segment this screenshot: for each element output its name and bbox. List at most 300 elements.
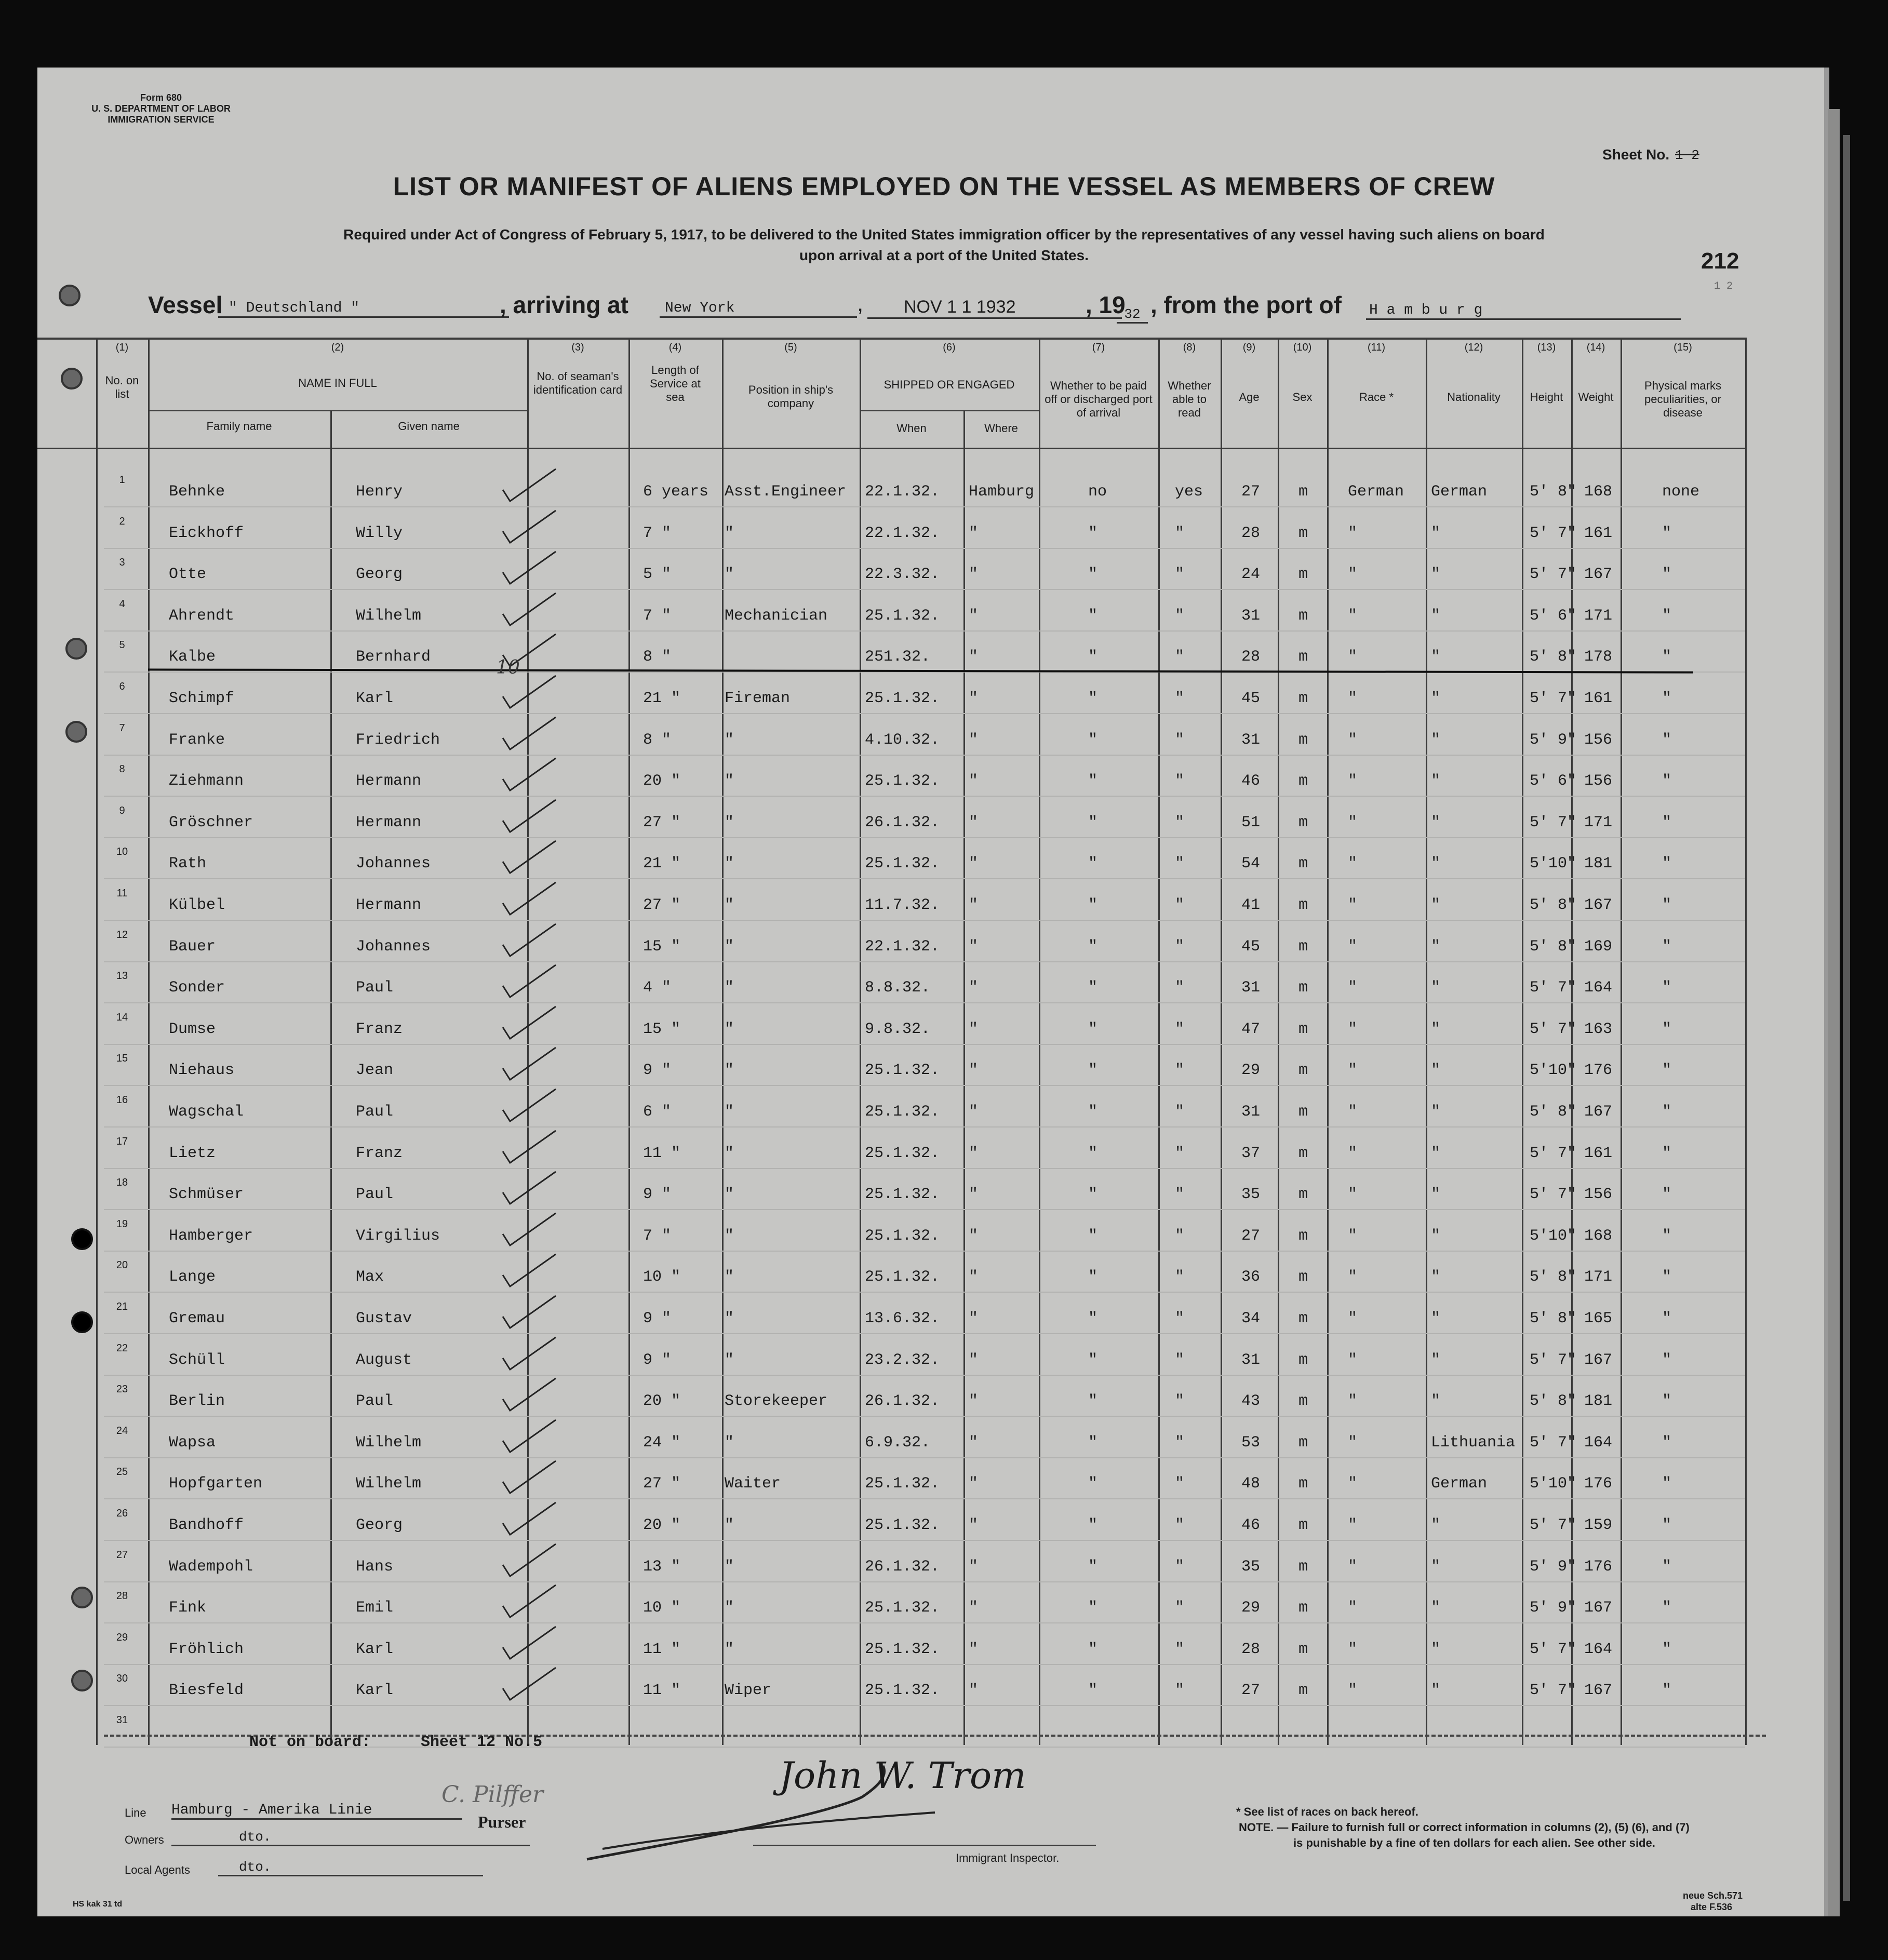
row-rule — [104, 1498, 1745, 1499]
nationality-cell: " — [1431, 1062, 1441, 1080]
sex-cell: m — [1298, 1351, 1308, 1369]
given-name-cell: Gustav — [356, 1310, 412, 1327]
shipped-when-cell: 25.1.32. — [865, 772, 940, 790]
shipped-where-cell: " — [969, 566, 979, 584]
check-mark-icon — [499, 961, 561, 1002]
date-stamp: NOV 1 1 1932 — [867, 297, 1122, 319]
position-cell: " — [725, 855, 734, 873]
nationality-cell: " — [1431, 690, 1441, 707]
row-rule — [104, 1168, 1745, 1169]
check-mark-icon — [499, 837, 561, 878]
position-cell: " — [725, 1186, 734, 1204]
weight-cell: 171 — [1584, 1268, 1613, 1286]
family-name-cell: Kalbe — [169, 648, 216, 666]
check-mark-icon — [499, 1043, 561, 1085]
arriving-label: , arriving at — [500, 291, 628, 318]
check-mark-icon — [499, 465, 561, 506]
nationality-cell: " — [1431, 1310, 1441, 1327]
form-number: Form 680 — [140, 92, 182, 103]
service-length-cell: 11 " — [643, 1682, 681, 1700]
paid-off-cell: " — [1088, 566, 1098, 584]
row-number: 31 — [116, 1714, 128, 1726]
paid-off-cell: " — [1088, 1599, 1098, 1617]
line-label: Line — [125, 1806, 146, 1819]
age-cell: 27 — [1241, 1227, 1261, 1245]
height-cell: 5' 7" — [1530, 1144, 1577, 1162]
sex-cell: m — [1298, 896, 1308, 914]
shipped-when-cell: 25.1.32. — [865, 1062, 940, 1080]
given-name-cell: Johannes — [356, 937, 431, 956]
binder-hole — [59, 285, 81, 306]
age-cell: 46 — [1241, 1516, 1261, 1534]
given-name-cell: Virgilius — [356, 1227, 440, 1245]
shipped-where-cell: " — [969, 648, 979, 666]
shipped-when-cell: 25.1.32. — [865, 1268, 940, 1286]
position-cell: " — [725, 1062, 734, 1080]
inspector-signature-line — [753, 1845, 1096, 1846]
service-length-cell: 11 " — [643, 1144, 681, 1162]
row-number: 12 — [116, 929, 128, 941]
physical-marks-cell: " — [1662, 1392, 1672, 1411]
department-name: U. S. DEPARTMENT OF LABOR — [91, 103, 231, 114]
family-name-cell: Lange — [169, 1268, 216, 1286]
race-cell: " — [1348, 1599, 1358, 1617]
physical-marks-cell: " — [1662, 607, 1672, 625]
row-rule — [104, 1209, 1745, 1210]
physical-marks-cell: " — [1662, 1227, 1672, 1245]
row-rule — [104, 1375, 1745, 1376]
owners-value: dto. — [171, 1829, 530, 1846]
row-number: 13 — [116, 970, 128, 982]
table-top-rule — [37, 338, 1746, 340]
able-read-cell: " — [1175, 1516, 1185, 1534]
sex-cell: m — [1298, 937, 1308, 956]
physical-marks-cell: " — [1662, 1186, 1672, 1204]
physical-marks-cell: " — [1662, 1599, 1672, 1617]
shipped-where-cell: " — [969, 524, 979, 542]
shipped-where-cell: " — [969, 979, 979, 997]
family-name-cell: Külbel — [169, 896, 225, 914]
given-name-cell: Emil — [356, 1599, 394, 1617]
nationality-cell: " — [1431, 566, 1441, 584]
position-cell: " — [725, 524, 734, 542]
row-rule — [104, 630, 1745, 632]
service-length-cell: 8 " — [643, 731, 672, 749]
row-number: 18 — [116, 1177, 128, 1189]
nationality-cell: " — [1431, 1558, 1441, 1576]
age-cell: 31 — [1241, 731, 1261, 749]
shipped-where-cell: " — [969, 1103, 979, 1121]
race-cell: " — [1348, 1020, 1358, 1038]
row-number: 27 — [116, 1549, 128, 1561]
weight-cell: 156 — [1584, 1186, 1613, 1204]
sex-cell: m — [1298, 648, 1308, 666]
shipped-when-cell: 26.1.32. — [865, 1558, 940, 1576]
year-label: , 19 — [1086, 291, 1126, 318]
nationality-cell: " — [1431, 731, 1441, 749]
shipped-when-cell: 22.1.32. — [865, 483, 940, 501]
shipped-when-cell: 25.1.32. — [865, 1682, 940, 1700]
able-read-cell: " — [1175, 1682, 1185, 1700]
shipped-where-cell: " — [969, 1062, 979, 1080]
able-read-cell: " — [1175, 1392, 1185, 1411]
header-name-in-full: NAME IN FULL — [298, 377, 377, 390]
service-name: IMMIGRATION SERVICE — [108, 114, 215, 125]
check-mark-icon — [499, 878, 561, 920]
height-cell: 5' 8" — [1530, 1310, 1577, 1327]
family-name-cell: Otte — [169, 566, 207, 584]
paid-off-cell: " — [1088, 1516, 1098, 1534]
physical-marks-cell: " — [1662, 524, 1672, 542]
family-name-cell: Ahrendt — [169, 607, 235, 625]
given-name-cell: Johannes — [356, 855, 431, 873]
weight-cell: 171 — [1584, 813, 1613, 831]
row-rule — [104, 796, 1745, 797]
physical-marks-cell: " — [1662, 1351, 1672, 1369]
service-length-cell: 4 " — [643, 979, 672, 997]
row-rule — [104, 1622, 1745, 1623]
service-length-cell: 5 " — [643, 566, 672, 584]
age-cell: 47 — [1241, 1020, 1261, 1038]
race-cell: " — [1348, 979, 1358, 997]
shipped-when-cell: 25.1.32. — [865, 1516, 940, 1534]
service-length-cell: 7 " — [643, 524, 672, 542]
check-mark-icon — [499, 1581, 561, 1622]
height-cell: 5' 8" — [1530, 648, 1577, 666]
header-family-name: Family name — [206, 420, 272, 433]
not-on-board-label: Not on board: — [249, 1734, 371, 1751]
sex-cell: m — [1298, 1475, 1308, 1493]
check-mark-icon — [499, 1209, 561, 1251]
paid-off-cell: " — [1088, 690, 1098, 707]
height-cell: 5' 7" — [1530, 690, 1577, 707]
service-length-cell: 27 " — [643, 896, 681, 914]
position-cell: " — [725, 1516, 734, 1534]
header-shipped-engaged: SHIPPED OR ENGAGED — [883, 378, 1015, 391]
able-read-cell: " — [1175, 1351, 1185, 1369]
shipped-when-cell: 11.7.32. — [865, 896, 940, 914]
nationality-cell: " — [1431, 896, 1441, 914]
height-cell: 5' 8" — [1530, 483, 1577, 501]
header-length-service: Length of Service at sea — [650, 364, 701, 404]
able-read-cell: " — [1175, 1144, 1185, 1162]
family-name-cell: Biesfeld — [169, 1682, 244, 1700]
vessel-label: Vessel — [148, 291, 223, 318]
sheet-number: 1 2 — [1675, 147, 1699, 163]
line-value: Hamburg - Amerika Linie — [171, 1802, 462, 1820]
position-cell: " — [725, 1351, 734, 1369]
nationality-cell: " — [1431, 1227, 1441, 1245]
header-height: Height — [1530, 391, 1563, 404]
column-number: (1) — [115, 342, 129, 353]
position-cell: " — [725, 566, 734, 584]
binder-hole — [71, 1587, 93, 1608]
position-cell: " — [725, 1433, 734, 1452]
header-sex: Sex — [1292, 391, 1313, 404]
given-name-cell: Max — [356, 1268, 384, 1286]
requirement-line: Required under Act of Congress of February 5, 1917, to be delivered to the United States immigration officer by the representatives of any vessel having such aliens on board — [343, 226, 1545, 243]
shipped-when-cell: 22.3.32. — [865, 566, 940, 584]
age-cell: 27 — [1241, 1682, 1261, 1700]
inspector-label: Immigrant Inspector. — [956, 1851, 1060, 1864]
shipped-when-cell: 25.1.32. — [865, 1227, 940, 1245]
paid-off-cell: " — [1088, 1640, 1098, 1658]
weight-cell: 167 — [1584, 896, 1613, 914]
shipped-subheader-rule — [860, 410, 1039, 411]
row-rule — [104, 713, 1745, 714]
service-length-cell: 6 years — [643, 483, 709, 501]
physical-marks-cell: " — [1662, 813, 1672, 831]
row-number: 6 — [119, 681, 125, 692]
column-number: (12) — [1464, 342, 1483, 353]
nationality-cell: " — [1431, 1682, 1441, 1700]
row-rule — [104, 548, 1745, 549]
header-age: Age — [1239, 391, 1260, 404]
sex-cell: m — [1298, 1516, 1308, 1534]
arrival-port: New York — [660, 300, 857, 318]
shipped-where-cell: " — [969, 813, 979, 831]
weight-cell: 161 — [1584, 1144, 1613, 1162]
row-number: 20 — [116, 1259, 128, 1271]
shipped-when-cell: 25.1.32. — [865, 1475, 940, 1493]
family-name-cell: Sonder — [169, 979, 225, 997]
header-where: Where — [984, 422, 1018, 435]
nationality-cell: " — [1431, 1186, 1441, 1204]
height-cell: 5' 8" — [1530, 937, 1577, 956]
check-mark-icon — [499, 1167, 561, 1209]
weight-cell: 167 — [1584, 566, 1613, 584]
column-number: (3) — [571, 342, 584, 353]
sex-cell: m — [1298, 566, 1308, 584]
age-cell: 28 — [1241, 1640, 1261, 1658]
weight-cell: 176 — [1584, 1062, 1613, 1080]
able-read-cell: " — [1175, 813, 1185, 831]
shipped-where-cell: " — [969, 1599, 979, 1617]
sex-cell: m — [1298, 731, 1308, 749]
check-mark-icon — [499, 1333, 561, 1375]
shipped-when-cell: 26.1.32. — [865, 813, 940, 831]
service-length-cell: 8 " — [643, 648, 672, 666]
service-length-cell: 11 " — [643, 1640, 681, 1658]
column-rule — [96, 338, 98, 1745]
shipped-where-cell: " — [969, 1186, 979, 1204]
page-title: LIST OR MANIFEST OF ALIENS EMPLOYED ON THE VESSEL AS MEMBERS OF CREW — [393, 172, 1495, 201]
family-name-cell: Lietz — [169, 1144, 216, 1162]
header-when: When — [896, 422, 927, 435]
given-name-cell: Willy — [356, 524, 403, 542]
service-length-cell: 9 " — [643, 1310, 672, 1327]
family-name-cell: Wadempohl — [169, 1558, 253, 1576]
given-name-cell: August — [356, 1351, 412, 1369]
margin-mark: 1 2 — [1714, 280, 1733, 292]
year-value: 32 — [1117, 306, 1148, 324]
nationality-cell: " — [1431, 1103, 1441, 1121]
shipped-when-cell: 25.1.32. — [865, 1599, 940, 1617]
able-read-cell: " — [1175, 1640, 1185, 1658]
position-cell: " — [725, 772, 734, 790]
physical-marks-cell: " — [1662, 896, 1672, 914]
name-subheader-rule — [148, 410, 527, 411]
physical-marks-cell: " — [1662, 1475, 1672, 1493]
given-name-cell: Wilhelm — [356, 1433, 422, 1452]
race-cell: " — [1348, 1227, 1358, 1245]
row-number: 8 — [119, 763, 125, 775]
age-cell: 31 — [1241, 979, 1261, 997]
shipped-where-cell: Hamburg — [969, 483, 1035, 501]
sex-cell: m — [1298, 1433, 1308, 1452]
able-read-cell: " — [1175, 524, 1185, 542]
race-cell: " — [1348, 772, 1358, 790]
paid-off-cell: " — [1088, 772, 1098, 790]
handwritten-mark: 10 — [496, 657, 520, 678]
row-number: 14 — [116, 1011, 128, 1023]
check-mark-icon — [499, 547, 561, 589]
position-cell: Asst.Engineer — [725, 483, 847, 501]
column-number: (11) — [1367, 342, 1386, 353]
row-rule — [104, 1251, 1745, 1252]
shipped-when-cell: 4.10.32. — [865, 731, 940, 749]
service-length-cell: 20 " — [643, 1392, 681, 1411]
row-number: 5 — [119, 639, 125, 651]
paid-off-cell: " — [1088, 607, 1098, 625]
header-bottom-rule — [37, 448, 1746, 449]
column-number: (6) — [943, 342, 956, 353]
row-number: 28 — [116, 1590, 128, 1602]
shipped-when-cell: 8.8.32. — [865, 979, 931, 997]
paid-off-cell: " — [1088, 855, 1098, 873]
shipped-where-cell: " — [969, 690, 979, 707]
family-name-cell: Gremau — [169, 1310, 225, 1327]
row-number: 29 — [116, 1631, 128, 1643]
age-cell: 45 — [1241, 690, 1261, 707]
position-cell: " — [725, 1227, 734, 1245]
check-mark-icon — [499, 713, 561, 755]
height-cell: 5' 7" — [1530, 1682, 1577, 1700]
inspector-signature: John W. Trom — [779, 1754, 1026, 1797]
position-cell: Fireman — [725, 690, 791, 707]
sex-cell: m — [1298, 524, 1308, 542]
service-length-cell: 15 " — [643, 937, 681, 956]
row-rule — [104, 837, 1745, 838]
shipped-where-cell: " — [969, 1227, 979, 1245]
able-read-cell: " — [1175, 772, 1185, 790]
age-cell: 31 — [1241, 607, 1261, 625]
row-rule — [104, 920, 1745, 921]
family-name-cell: Hopfgarten — [169, 1475, 263, 1493]
row-rule — [104, 589, 1745, 590]
given-name-cell: Georg — [356, 1516, 403, 1534]
row-number: 10 — [116, 846, 128, 858]
race-cell: " — [1348, 1103, 1358, 1121]
physical-marks-cell: none — [1662, 483, 1700, 501]
sex-cell: m — [1298, 1227, 1308, 1245]
physical-marks-cell: " — [1662, 690, 1672, 707]
height-cell: 5' 6" — [1530, 607, 1577, 625]
row-number: 21 — [116, 1301, 128, 1312]
weight-cell: 167 — [1584, 1599, 1613, 1617]
shipped-when-cell: 25.1.32. — [865, 855, 940, 873]
age-cell: 48 — [1241, 1475, 1261, 1493]
able-read-cell: " — [1175, 1433, 1185, 1452]
column-number: (15) — [1673, 342, 1692, 353]
age-cell: 29 — [1241, 1599, 1261, 1617]
row-rule — [104, 1540, 1745, 1541]
race-cell: " — [1348, 937, 1358, 956]
sex-cell: m — [1298, 1020, 1308, 1038]
shipped-when-cell: 25.1.32. — [865, 1103, 940, 1121]
shipped-where-cell: " — [969, 607, 979, 625]
shipped-when-cell: 25.1.32. — [865, 607, 940, 625]
height-cell: 5' 8" — [1530, 896, 1577, 914]
bottom-right-code: alte F.536 — [1691, 1902, 1733, 1912]
age-cell: 34 — [1241, 1310, 1261, 1327]
nationality-cell: " — [1431, 1268, 1441, 1286]
age-cell: 41 — [1241, 896, 1261, 914]
family-name-cell: Behnke — [169, 483, 225, 501]
given-name-cell: Franz — [356, 1144, 403, 1162]
family-name-cell: Hamberger — [169, 1227, 253, 1245]
given-name-cell: Henry — [356, 483, 403, 501]
check-mark-icon — [499, 1498, 561, 1540]
given-name-cell: Paul — [356, 1392, 394, 1411]
check-mark-icon — [499, 1126, 561, 1168]
binder-hole — [65, 638, 87, 660]
height-cell: 5' 7" — [1530, 566, 1577, 584]
height-cell: 5' 8" — [1530, 1268, 1577, 1286]
row-number: 1 — [119, 474, 125, 486]
shipped-when-cell: 22.1.32. — [865, 524, 940, 542]
able-read-cell: " — [1175, 1599, 1185, 1617]
sex-cell: m — [1298, 772, 1308, 790]
shipped-when-cell: 9.8.32. — [865, 1020, 931, 1038]
family-name-cell: Fröhlich — [169, 1640, 244, 1658]
row-number: 16 — [116, 1094, 128, 1106]
vessel-name: " Deutschland " — [218, 300, 509, 318]
physical-marks-cell: " — [1662, 1062, 1672, 1080]
service-length-cell: 7 " — [643, 607, 672, 625]
race-cell: " — [1348, 1640, 1358, 1658]
service-length-cell: 10 " — [643, 1268, 681, 1286]
row-rule — [104, 1002, 1745, 1003]
sex-cell: m — [1298, 855, 1308, 873]
position-cell: " — [725, 1640, 734, 1658]
nationality-cell: Lithuania — [1431, 1433, 1516, 1452]
weight-cell: 176 — [1584, 1475, 1613, 1493]
height-cell: 5' 7" — [1530, 1516, 1577, 1534]
able-read-cell: " — [1175, 566, 1185, 584]
given-name-cell: Hermann — [356, 772, 422, 790]
given-name-cell: Paul — [356, 979, 394, 997]
paid-off-cell: no — [1088, 483, 1107, 501]
sex-cell: m — [1298, 607, 1308, 625]
family-name-cell: Bauer — [169, 937, 216, 956]
sex-cell: m — [1298, 1268, 1308, 1286]
weight-cell: 181 — [1584, 855, 1613, 873]
position-cell: " — [725, 1020, 734, 1038]
family-name-cell: Dumse — [169, 1020, 216, 1038]
position-cell: " — [725, 813, 734, 831]
sex-cell: m — [1298, 1186, 1308, 1204]
able-read-cell: " — [1175, 1475, 1185, 1493]
service-length-cell: 24 " — [643, 1433, 681, 1452]
height-cell: 5' 6" — [1530, 772, 1577, 790]
nationality-cell: " — [1431, 648, 1441, 666]
weight-cell: 167 — [1584, 1682, 1613, 1700]
nationality-cell: German — [1431, 483, 1488, 501]
row-rule — [104, 506, 1745, 507]
sex-cell: m — [1298, 1062, 1308, 1080]
nationality-cell: " — [1431, 1599, 1441, 1617]
